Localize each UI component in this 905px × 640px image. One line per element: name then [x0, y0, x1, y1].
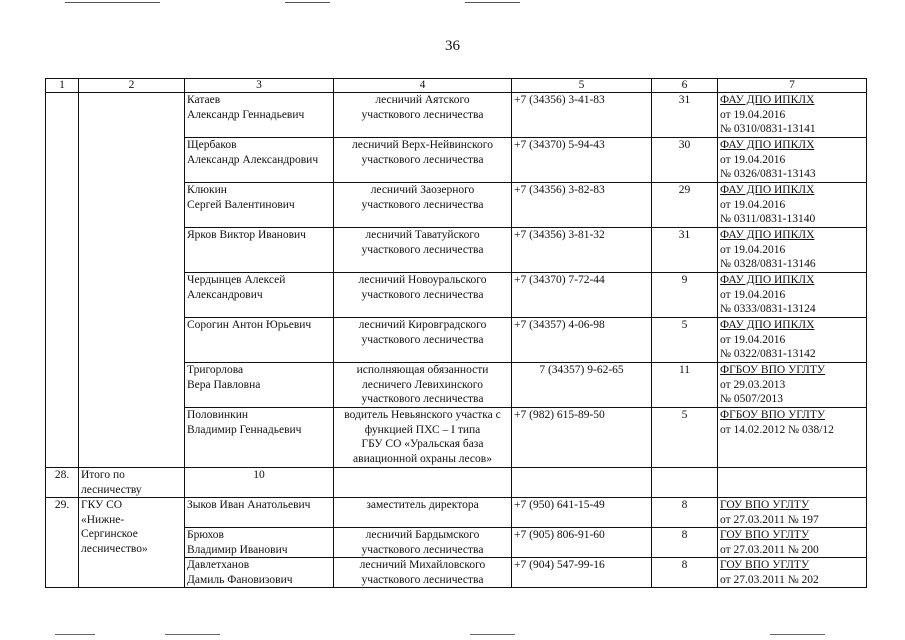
qualification-cell: ФГБОУ ВПО УГЛТУ от 29.03.2013 № 0507/2013: [718, 363, 867, 408]
header-cell: 3: [185, 79, 334, 93]
person-name: Брюхов Владимир Иванович: [185, 528, 334, 558]
header-cell: 5: [512, 79, 652, 93]
phone-cell: +7 (34356) 3-41-83: [512, 93, 652, 138]
scan-top-rule-2: [285, 2, 330, 3]
number-cell: 8: [652, 528, 718, 558]
position-cell: исполняющая обязанности лесничего Левихинского участкового лесничества: [334, 363, 512, 408]
empty-cell: [652, 468, 718, 498]
phone-cell: +7 (34357) 4-06-98: [512, 318, 652, 363]
number-cell: 30: [652, 138, 718, 183]
number-cell: 31: [652, 228, 718, 273]
scan-bottom-rule-3: [470, 634, 515, 635]
org-name: ГКУ СО «Нижне- Сергинское лесничество»: [79, 498, 185, 588]
header-cell: 6: [652, 79, 718, 93]
position-cell: лесничий Заозерного участкового лесничества: [334, 183, 512, 228]
person-name: Половинкин Владимир Геннадьевич: [185, 408, 334, 468]
number-cell: 5: [652, 318, 718, 363]
empty-cell: [334, 468, 512, 498]
qualification-cell: ФАУ ДПО ИПКЛХ от 19.04.2016 № 0311/0831-13140: [718, 183, 867, 228]
phone-cell: +7 (950) 641-15-49: [512, 498, 652, 528]
phone-cell: +7 (34356) 3-82-83: [512, 183, 652, 228]
person-name: Тригорлова Вера Павловна: [185, 363, 334, 408]
page-number: 36: [445, 38, 460, 54]
table-row: [46, 498, 867, 528]
empty-cell: [718, 468, 867, 498]
scan-bottom-rule-4: [770, 634, 825, 635]
total-label: Итого по лесничеству: [79, 468, 185, 498]
position-cell: лесничий Михайловского участкового лесничества: [334, 558, 512, 588]
qualification-cell: ФГБОУ ВПО УГЛТУ от 14.02.2012 № 038/12: [718, 408, 867, 468]
number-cell: 8: [652, 498, 718, 528]
scan-bottom-rule-1: [55, 634, 95, 635]
position-cell: лесничий Кировградского участкового лесничества: [334, 318, 512, 363]
number-cell: 9: [652, 273, 718, 318]
position-cell: водитель Невьянского участка с функцией ПХС – I типа ГБУ СО «Уральская база авиационной охраны лесов»: [334, 408, 512, 468]
staff-table: [45, 78, 867, 588]
number-cell: 31: [652, 93, 718, 138]
position-cell: лесничий Верх-Нейвинского участкового лесничества: [334, 138, 512, 183]
header-cell: 7: [718, 79, 867, 93]
header-cell: 2: [79, 79, 185, 93]
phone-cell: +7 (34370) 5-94-43: [512, 138, 652, 183]
qualification-cell: ФАУ ДПО ИПКЛХ от 19.04.2016 № 0326/0831-13143: [718, 138, 867, 183]
person-name: Катаев Александр Геннадьевич: [185, 93, 334, 138]
qualification-cell: ФАУ ДПО ИПКЛХ от 19.04.2016 № 0333/0831-13124: [718, 273, 867, 318]
phone-cell: +7 (905) 806-91-60: [512, 528, 652, 558]
empty-cell: [512, 468, 652, 498]
table-row: [46, 93, 867, 138]
person-name: Сорогин Антон Юрьевич: [185, 318, 334, 363]
org-number: 29.: [46, 498, 79, 588]
number-cell: 29: [652, 183, 718, 228]
position-cell: лесничий Аятского участкового лесничества: [334, 93, 512, 138]
person-name: Клюкин Сергей Валентинович: [185, 183, 334, 228]
empty-org-cell: [79, 93, 185, 468]
number-cell: 11: [652, 363, 718, 408]
position-cell: лесничий Бардымского участкового лесничества: [334, 528, 512, 558]
qualification-cell: ГОУ ВПО УГЛТУ от 27.03.2011 № 202: [718, 558, 867, 588]
position-cell: лесничий Таватуйского участкового лесничества: [334, 228, 512, 273]
qualification-cell: ФАУ ДПО ИПКЛХ от 19.04.2016 № 0328/0831-13146: [718, 228, 867, 273]
qualification-cell: ГОУ ВПО УГЛТУ от 27.03.2011 № 197: [718, 498, 867, 528]
total-row: [46, 468, 867, 498]
number-cell: 5: [652, 408, 718, 468]
person-name: Давлетханов Дамиль Фановизович: [185, 558, 334, 588]
person-name: Щербаков Александр Александрович: [185, 138, 334, 183]
phone-cell: +7 (34370) 7-72-44: [512, 273, 652, 318]
person-name: Чердынцев Алексей Александрович: [185, 273, 334, 318]
table-header-row: [46, 79, 867, 93]
scan-bottom-rule-2: [165, 634, 220, 635]
empty-num-cell: [46, 93, 79, 468]
position-cell: лесничий Новоуральского участкового лесничества: [334, 273, 512, 318]
header-cell: 1: [46, 79, 79, 93]
number-cell: 8: [652, 558, 718, 588]
qualification-cell: ГОУ ВПО УГЛТУ от 27.03.2011 № 200: [718, 528, 867, 558]
phone-cell: +7 (34356) 3-81-32: [512, 228, 652, 273]
person-name: Ярков Виктор Иванович: [185, 228, 334, 273]
scan-top-rule-1: [65, 2, 160, 3]
phone-cell: +7 (982) 615-89-50: [512, 408, 652, 468]
scan-top-rule-3: [465, 2, 520, 3]
total-number: 28.: [46, 468, 79, 498]
total-count: 10: [185, 468, 334, 498]
phone-cell: +7 (904) 547-99-16: [512, 558, 652, 588]
qualification-cell: ФАУ ДПО ИПКЛХ от 19.04.2016 № 0322/0831-13142: [718, 318, 867, 363]
person-name: Зыков Иван Анатольевич: [185, 498, 334, 528]
position-cell: заместитель директора: [334, 498, 512, 528]
phone-cell: 7 (34357) 9-62-65: [512, 363, 652, 408]
qualification-cell: ФАУ ДПО ИПКЛХ от 19.04.2016 № 0310/0831-13141: [718, 93, 867, 138]
header-cell: 4: [334, 79, 512, 93]
